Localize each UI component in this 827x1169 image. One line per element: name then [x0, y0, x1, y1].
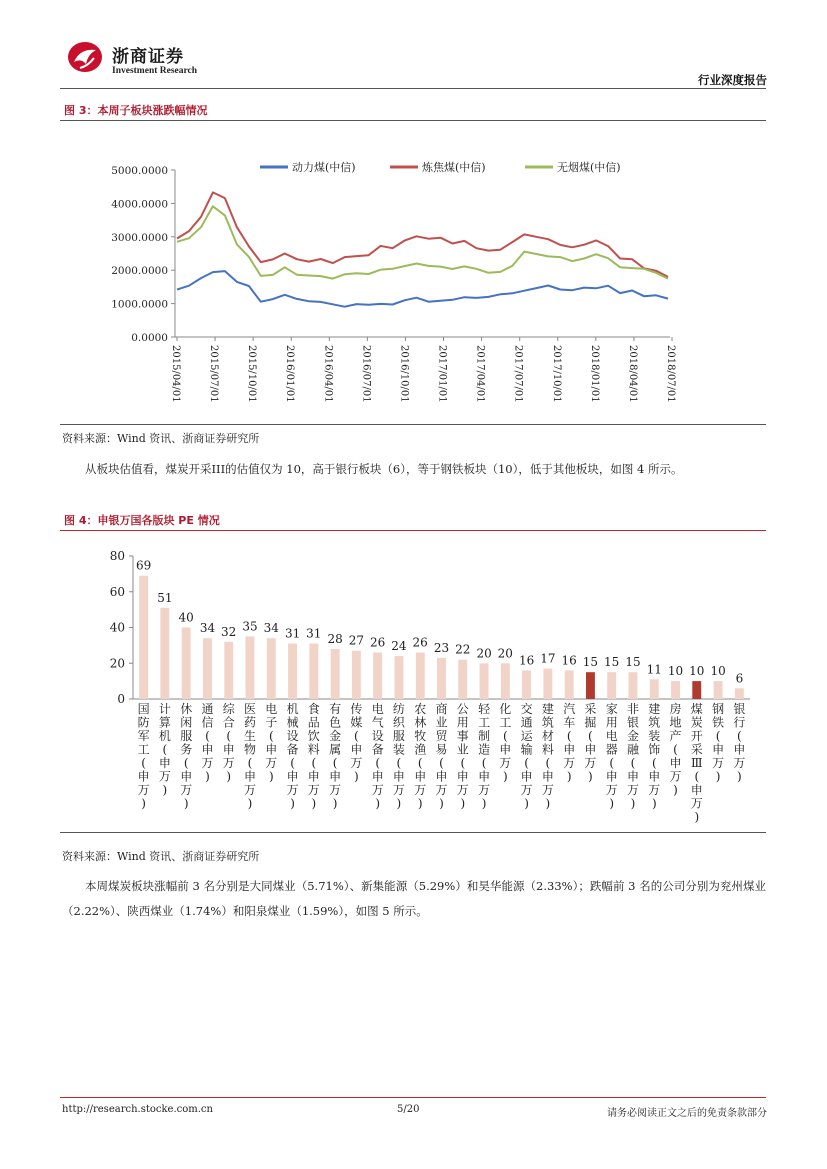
x-tick-label: 2016/04/01 — [322, 345, 334, 403]
company-name-cn: 浙商证券 — [112, 47, 184, 67]
category-label: 煤炭开采 Ⅲ (申万) — [690, 702, 703, 824]
y-tick-label: 0.0000 — [131, 332, 168, 344]
bar — [629, 672, 638, 699]
category-label: 医药生物(申万) — [243, 702, 257, 811]
category-label: 公用事业(申万) — [456, 702, 469, 811]
bar — [650, 679, 659, 699]
category-label: 休闲服务(申万) — [180, 702, 193, 811]
y-tick-label: 2000.0000 — [111, 265, 168, 278]
bar — [267, 638, 276, 699]
footer-page-number: 5/20 — [397, 1104, 420, 1115]
bar-value-label: 20 — [476, 646, 492, 661]
bar — [203, 638, 212, 699]
bar-value-label: 15 — [625, 655, 641, 670]
bar — [352, 651, 361, 699]
category-label: 传媒(申万) — [350, 702, 363, 784]
x-tick-label: 2015/07/01 — [208, 345, 220, 403]
bar-value-label: 27 — [348, 633, 365, 648]
y-tick-label: 3000.0000 — [111, 231, 168, 244]
company-logo-icon — [66, 40, 104, 74]
bar — [607, 672, 616, 699]
y-tick-label: 40 — [109, 620, 125, 635]
category-label: 综合(申万) — [222, 702, 235, 784]
category-label: 国防军工(申万) — [137, 702, 150, 811]
bar-value-label: 16 — [561, 653, 577, 668]
figure3-line-chart — [60, 150, 760, 418]
footer-url[interactable]: http://research.stocke.com.cn — [62, 1104, 213, 1115]
bar-value-label: 23 — [433, 640, 450, 655]
y-tick-label: 1000.0000 — [111, 298, 168, 311]
bar — [160, 608, 169, 699]
bar — [416, 653, 425, 700]
figure4-source: 资料来源：Wind 资讯、浙商证券研究所 — [62, 850, 260, 863]
bar-value-label: 10 — [710, 664, 726, 679]
footer-disclaimer: 请务必阅读正文之后的免责条款部分 — [607, 1108, 767, 1119]
x-tick-label: 2017/07/01 — [512, 345, 524, 403]
category-label: 有色金属(申万) — [329, 702, 342, 811]
category-label: 通信(申万) — [201, 702, 214, 784]
bar-value-label: 34 — [263, 621, 279, 636]
bar — [671, 681, 680, 699]
x-tick-label: 2018/07/01 — [665, 345, 676, 403]
paragraph-valuation: 从板块估值看，煤炭开采III的估值仅为 10，高于银行板块（6），等于钢铁板块（10），低于其他板块，如图 4 所示。 — [85, 462, 683, 476]
bar — [565, 670, 574, 699]
bar-value-label: 15 — [582, 655, 599, 670]
bar-value-label: 11 — [646, 662, 662, 677]
x-tick-label: 2017/10/01 — [550, 345, 562, 403]
category-label: 建筑材料(申万) — [541, 702, 554, 811]
bar — [224, 642, 233, 699]
category-label: 计算机(申万) — [158, 702, 171, 797]
bar — [501, 663, 510, 699]
bar — [522, 670, 531, 699]
bar-value-label: 69 — [135, 558, 152, 573]
category-label: 食品饮料(申万) — [307, 702, 320, 811]
bar — [692, 681, 701, 699]
bar-value-label: 24 — [391, 639, 407, 654]
category-label: 农林牧渔(申万) — [414, 702, 427, 811]
bar-value-label: 34 — [199, 621, 216, 636]
category-label: 银行(申万) — [733, 702, 746, 784]
x-tick-label: 2015/10/01 — [246, 345, 258, 403]
bar-value-label: 16 — [518, 653, 535, 668]
x-tick-label: 2015/04/01 — [170, 345, 181, 403]
bar — [543, 669, 552, 699]
x-tick-label: 2017/04/01 — [474, 345, 486, 403]
category-label: 机械设备(申万) — [286, 702, 299, 811]
bar-value-label: 26 — [370, 635, 386, 650]
bar-value-label: 51 — [157, 590, 173, 605]
bar-value-label: 10 — [667, 664, 684, 679]
bar — [395, 656, 404, 699]
bar — [246, 636, 255, 699]
bar — [288, 644, 297, 699]
category-label: 电气设备(申万) — [371, 702, 384, 811]
series-line-3 — [177, 206, 668, 278]
category-label: 建筑装饰(申万) — [648, 702, 661, 811]
x-tick-label: 2017/01/01 — [436, 345, 448, 403]
figure3-top-rule — [60, 120, 766, 121]
category-label: 商业贸易(申万) — [435, 702, 448, 811]
bar-value-label: 35 — [242, 619, 258, 634]
y-tick-label: 80 — [109, 549, 125, 563]
figure4-title: 图 4：申银万国各版块 PE 情况 — [64, 514, 220, 527]
bar-value-label: 17 — [540, 651, 556, 666]
bar — [182, 628, 191, 700]
bar — [309, 644, 318, 699]
figure3-bottom-rule — [60, 424, 766, 425]
category-label: 交通运输(申万) — [520, 702, 533, 811]
bar-value-label: 10 — [689, 664, 705, 679]
bar — [373, 653, 382, 700]
x-tick-label: 2016/07/01 — [360, 345, 372, 403]
legend-label-1: 动力煤(中信) — [292, 161, 356, 174]
bar — [714, 681, 723, 699]
report-type-label: 行业深度报告 — [698, 73, 767, 87]
x-tick-label: 2018/04/01 — [626, 345, 638, 403]
bar — [480, 663, 489, 699]
y-tick-label: 60 — [109, 584, 125, 599]
category-label: 纺织服装(申万) — [392, 702, 405, 811]
bar — [586, 672, 595, 699]
paragraph-gainers-losers: 本周煤炭板块涨幅前 3 名分别是大同煤业（5.71%）、新集能源（5.29%）和昊华能源（2.33%）；跌幅前 3 名的公司分别为兖州煤业（2.22%）、陕西煤业（1.74%）和阳泉煤业（1.59%），如图 5 所示。 — [62, 879, 766, 918]
y-tick-label: 20 — [109, 656, 125, 671]
bar-value-label: 40 — [178, 610, 194, 625]
y-tick-label: 0 — [117, 692, 125, 706]
bar-value-label: 31 — [306, 626, 322, 641]
series-line-1 — [177, 271, 668, 307]
bar-value-label: 20 — [497, 646, 513, 661]
bar — [437, 658, 446, 699]
category-label: 轻工制造(申万) — [478, 702, 491, 811]
x-tick-label: 2016/10/01 — [398, 345, 410, 403]
figure3-title: 图 3：本周子板块涨跌幅情况 — [64, 104, 208, 117]
y-tick-label: 5000.0000 — [111, 165, 168, 177]
category-label: 汽车(申万) — [563, 702, 576, 784]
bar — [139, 576, 148, 699]
footer-divider — [60, 1097, 766, 1098]
bar-value-label: 28 — [327, 632, 343, 646]
bar-value-label: 26 — [412, 635, 428, 650]
category-label: 房地产(申万) — [669, 702, 682, 797]
category-label: 化工(申万) — [499, 702, 512, 784]
bar — [331, 649, 340, 699]
figure3-source: 资料来源：Wind 资讯、浙商证券研究所 — [62, 432, 260, 445]
header-divider — [60, 88, 766, 89]
company-name-en: Investment Research — [112, 66, 198, 76]
x-tick-label: 2018/01/01 — [588, 345, 600, 403]
figure4-bottom-rule — [60, 832, 766, 833]
bar — [735, 688, 744, 699]
bar-value-label: 31 — [284, 626, 301, 641]
bar-value-label: 22 — [455, 642, 471, 657]
bar-value-label: 6 — [735, 671, 744, 686]
category-label: 采掘(申万) — [584, 702, 597, 784]
category-label: 非银金融(申万) — [626, 702, 640, 811]
bar — [458, 660, 467, 699]
bar-value-label: 32 — [221, 624, 237, 639]
y-tick-label: 4000.0000 — [111, 198, 168, 211]
category-label: 钢铁(申万) — [712, 702, 725, 784]
figure4-bar-chart — [60, 540, 766, 830]
legend-label-2: 炼焦煤(中信) — [422, 161, 486, 174]
category-label: 家用电器(申万) — [605, 702, 618, 811]
figure4-top-rule — [60, 530, 766, 531]
bar-value-label: 15 — [604, 655, 620, 670]
x-tick-label: 2016/01/01 — [284, 345, 296, 403]
legend-label-3: 无烟煤(中信) — [557, 161, 621, 174]
category-label: 电子(申万) — [265, 702, 278, 784]
